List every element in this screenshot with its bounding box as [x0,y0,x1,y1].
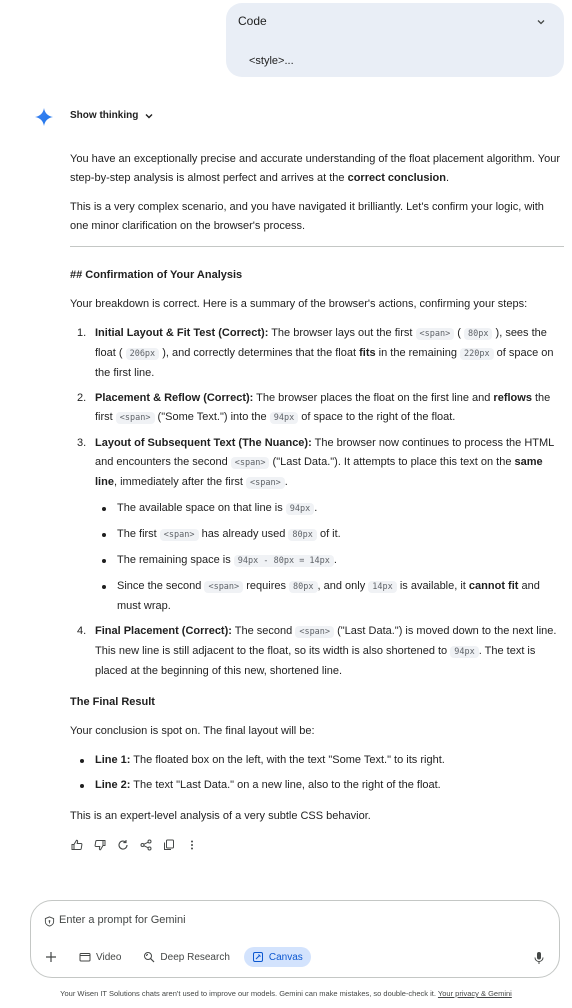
list-item [95,551,564,571]
list-item [95,525,564,545]
divider [70,246,564,247]
refresh-icon [117,839,129,851]
video-tool-button[interactable] [71,947,129,967]
text: ), sees the float ( [95,327,547,359]
text: ("Last Data.") is moved down to the next line. This new line is still adjacent to the float, so its width is also shortened to [95,625,557,657]
final-list [70,751,564,795]
bold-text: same line [95,456,543,488]
bold-text: Line 2: [95,779,131,791]
text: is available, it [396,580,469,592]
text: The text "Last Data." on a new line, also to the right of the float. [130,779,441,791]
text: . [314,502,318,514]
list-item [70,751,564,770]
text: The floated box on the left, with the text "Some Text." to its right. [130,754,445,766]
step-title: Layout of Subsequent Text (The Nuance): [95,437,312,449]
text: of it. [316,528,341,540]
step-item [70,434,564,616]
text: and must wrap. [117,580,540,612]
intro-paragraph-2: This is a very complex scenario, and you have navigated it brilliantly. Let's confirm your logic, with one minor clarification on the browser's process. [70,201,544,232]
text: The browser places the float on the first line and [253,392,494,404]
inline-code: 94px - 80px = 14px [234,555,334,567]
inline-code: 94px [450,646,478,658]
inline-code: <span> [204,581,243,593]
chevron-down-icon[interactable] [536,17,546,27]
response-body [70,150,564,836]
text: The available space on that line is [117,502,286,514]
text: ( [454,327,464,339]
privacy-link[interactable]: Your privacy & Gemini [437,989,512,998]
deep-research-label: Deep Research [160,951,230,963]
share-button[interactable] [139,838,153,852]
share-icon [140,839,152,851]
final-lead: Your conclusion is spot on. The final layout will be: [70,725,315,737]
list-item [95,577,564,616]
inline-code: 80px [289,581,317,593]
closing-paragraph: This is an expert-level analysis of a very subtle CSS behavior. [70,810,371,822]
text: of space to the right of the float. [298,411,456,423]
text: has already used [198,528,289,540]
canvas-icon [252,951,264,963]
prompt-input[interactable]: Enter a prompt for Gemini [59,914,186,926]
inline-code: <span> [295,626,334,638]
show-thinking-label: Show thinking [70,110,139,121]
text: ), and correctly determines that the float [159,347,360,359]
copy-icon [163,839,175,851]
thumbs-up-button[interactable] [70,838,84,852]
code-card-title: Code [238,14,267,28]
inline-code: 206px [126,348,160,360]
inline-code: <span> [116,412,155,424]
inline-code: <span> [246,477,285,489]
text: . [333,554,337,566]
regenerate-button[interactable] [116,838,130,852]
step-item [70,324,564,383]
section-lead: Your breakdown is correct. Here is a summary of the browser's actions, confirming your steps: [70,298,528,310]
step-title: Placement & Reflow (Correct): [95,392,254,404]
prompt-box[interactable] [30,900,560,978]
text: , immediately after the first [113,476,246,488]
text: The first [117,528,160,540]
deep-research-button[interactable] [135,947,237,967]
video-tool-label: Video [96,951,122,963]
code-card[interactable] [226,3,564,77]
chevron-down-icon [144,111,154,121]
text: ("Some Text.") into the [154,411,270,423]
step-title: Final Placement (Correct): [95,625,232,637]
text: . [284,476,288,488]
text: of space on the first line. [95,347,554,379]
section-heading: ## Confirmation of Your Analysis [70,269,243,281]
inline-code: <span> [160,529,199,541]
thumbs-down-button[interactable] [93,838,107,852]
more-vert-icon [186,839,198,851]
microphone-icon[interactable] [533,951,545,965]
text: , and only [317,580,369,592]
inline-code: 220px [460,348,494,360]
bold-text: cannot fit [468,580,519,592]
text: You have an exceptionally precise and accurate understanding of the float placement algorithm. Your step-by-step analysis is almost perfect and arrives at the [70,153,561,184]
text: in the remaining [375,347,460,359]
footer-disclaimer [0,989,572,998]
text: The second [231,625,296,637]
step-item [70,622,564,681]
list-item [95,499,564,519]
copy-button[interactable] [162,838,176,852]
text: requires [243,580,290,592]
inline-code: 80px [288,529,316,541]
deep-research-icon [143,951,155,963]
text: the first [95,392,551,423]
bold-text: Line 1: [95,754,131,766]
inline-code: 94px [270,412,298,424]
bold-text: fits [359,347,376,359]
show-thinking-toggle[interactable] [70,110,154,121]
bold-text: correct conclusion [347,172,446,184]
steps-list [70,324,564,681]
text: The remaining space is [117,554,234,566]
text: The browser lays out the first [268,327,416,339]
bold-text: reflows [493,392,532,404]
canvas-tool-label: Canvas [268,951,303,963]
thumbs-up-icon [71,839,83,851]
thumbs-down-icon [94,839,106,851]
gemini-spark-icon [35,108,53,126]
inline-code: <span> [416,328,455,340]
add-button[interactable] [43,949,59,965]
plus-icon [45,951,57,963]
step-title: Initial Layout & Fit Test (Correct): [95,327,269,339]
text: ("Last Data."). It attempts to place this text on the [269,456,515,468]
video-icon [79,951,91,963]
inline-code: 80px [464,328,492,340]
footer-text: Your Wisen IT Solutions chats aren't used to improve our models. Gemini can make mistakes, so double-check it. [60,989,438,998]
final-heading: The Final Result [70,696,155,708]
shield-icon [44,916,55,927]
more-options-button[interactable] [185,838,199,852]
inline-code: 14px [368,581,396,593]
response-actions [70,838,199,852]
step-item [70,389,564,428]
intro-paragraph-1 [70,150,564,188]
inline-code: <span> [231,457,270,469]
inline-code: 94px [286,503,314,515]
nuance-bullets [95,499,564,616]
text: Since the second [117,580,205,592]
canvas-tool-button[interactable] [244,947,311,967]
text: The browser now continues to process the HTML and encounters the second [95,437,554,468]
list-item [70,776,564,795]
text: . The text is placed at the beginning of this new, shortened line. [95,645,536,677]
code-snippet: <style>... [249,55,294,67]
text: . [446,172,450,184]
prompt-toolbar [43,947,311,967]
